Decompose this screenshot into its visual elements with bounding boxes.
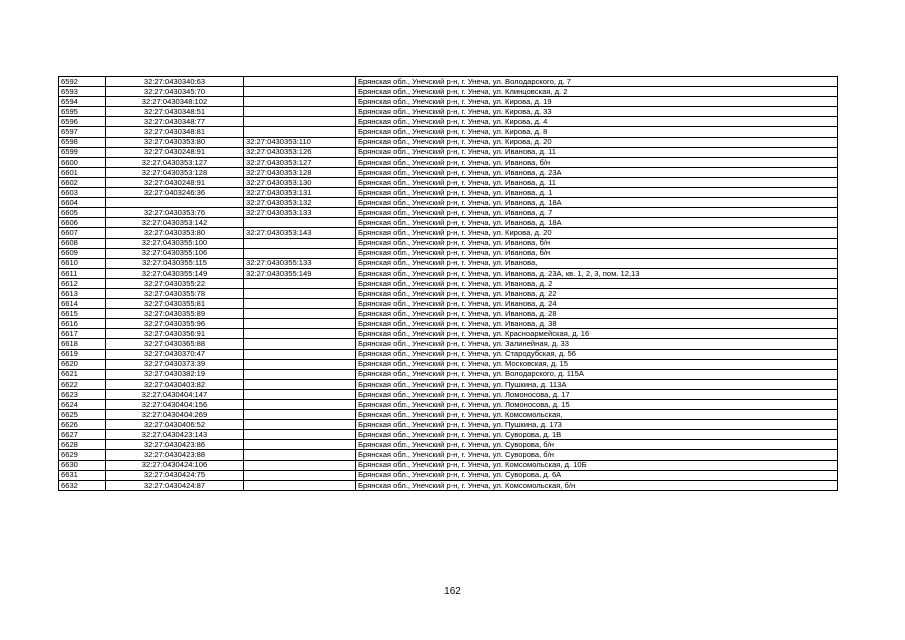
cell-cadastral-number: 32:27:0430353:80 (106, 228, 244, 238)
cell-row-number: 6630 (59, 460, 106, 470)
cell-linked-cadastral-number: 32:27:0430353:143 (244, 228, 356, 238)
cell-linked-cadastral-number: 32:27:0430353:128 (244, 167, 356, 177)
table-row (59, 177, 838, 187)
cell-row-number: 6600 (59, 157, 106, 167)
table-row (59, 379, 838, 389)
cell-cadastral-number: 32:27:0430423:86 (106, 440, 244, 450)
cell-cadastral-number: 32:27:0430406:52 (106, 420, 244, 430)
cell-row-number: 6604 (59, 198, 106, 208)
cell-cadastral-number: 32:27:0430404:156 (106, 400, 244, 410)
cell-linked-cadastral-number (244, 117, 356, 127)
cell-row-number: 6606 (59, 218, 106, 228)
table-row (59, 218, 838, 228)
cell-address: Брянская обл., Унечский р-н, г. Унеча, ул. Суворова, д. 6А (356, 470, 838, 480)
cell-address: Брянская обл., Унечский р-н, г. Унеча, ул. Иванова, д. 7 (356, 208, 838, 218)
cell-linked-cadastral-number (244, 359, 356, 369)
property-register-table (58, 76, 838, 491)
cell-row-number: 6626 (59, 420, 106, 430)
cell-address: Брянская обл., Унечский р-н, г. Унеча, ул. Суворова, б/н (356, 450, 838, 460)
cell-row-number: 6608 (59, 238, 106, 248)
cell-linked-cadastral-number: 32:27:0430355:133 (244, 258, 356, 268)
cell-cadastral-number: 32:27:0430370:47 (106, 349, 244, 359)
cell-address: Брянская обл., Унечский р-н, г. Унеча, ул. Залинейная, д. 33 (356, 339, 838, 349)
table-row (59, 460, 838, 470)
cell-address: Брянская обл., Унечский р-н, г. Унеча, ул. Комсомольская, (356, 410, 838, 420)
table-row (59, 228, 838, 238)
cell-row-number: 6628 (59, 440, 106, 450)
table-row (59, 299, 838, 309)
cell-linked-cadastral-number (244, 470, 356, 480)
cell-cadastral-number: 32:27:0430424:87 (106, 480, 244, 490)
cell-cadastral-number: 32:27:0430355:100 (106, 238, 244, 248)
cell-linked-cadastral-number: 32:27:0430355:149 (244, 268, 356, 278)
cell-row-number: 6612 (59, 278, 106, 288)
table-row (59, 238, 838, 248)
cell-linked-cadastral-number (244, 460, 356, 470)
cell-address: Брянская обл., Унечский р-н, г. Унеча, ул. Иванова, д. 23А, кв. 1, 2, 3, пом. 12,13 (356, 268, 838, 278)
cell-linked-cadastral-number: 32:27:0430353:110 (244, 137, 356, 147)
table-row (59, 339, 838, 349)
cell-linked-cadastral-number (244, 288, 356, 298)
cell-address: Брянская обл., Унечский р-н, г. Унеча, ул. Кирова, д. 20 (356, 137, 838, 147)
table-row (59, 147, 838, 157)
cell-address: Брянская обл., Унечский р-н, г. Унеча, ул. Иванова, д. 11 (356, 177, 838, 187)
table-row (59, 157, 838, 167)
cell-address: Брянская обл., Унечский р-н, г. Унеча, ул. Кирова, д. 19 (356, 97, 838, 107)
cell-row-number: 6615 (59, 309, 106, 319)
cell-address: Брянская обл., Унечский р-н, г. Унеча, ул. Володарского, д. 7 (356, 77, 838, 87)
cell-row-number: 6602 (59, 177, 106, 187)
cell-cadastral-number: 32:27:0430373:39 (106, 359, 244, 369)
table-row (59, 248, 838, 258)
cell-cadastral-number: 32:27:0430340:63 (106, 77, 244, 87)
cell-row-number: 6625 (59, 410, 106, 420)
cell-address: Брянская обл., Унечский р-н, г. Унеча, ул. Иванова, (356, 258, 838, 268)
table-row (59, 198, 838, 208)
table-row (59, 410, 838, 420)
cell-row-number: 6607 (59, 228, 106, 238)
cell-cadastral-number: 32:27:0430355:89 (106, 309, 244, 319)
cell-address: Брянская обл., Унечский р-н, г. Унеча, ул. Кирова, д. 20 (356, 228, 838, 238)
cell-cadastral-number: 32:27:0430403:82 (106, 379, 244, 389)
cell-row-number: 6601 (59, 167, 106, 177)
cell-linked-cadastral-number: 32:27:0430353:132 (244, 198, 356, 208)
cell-address: Брянская обл., Унечский р-н, г. Унеча, ул. Комсомольская, б/н (356, 480, 838, 490)
cell-cadastral-number: 32:27:0430353:80 (106, 137, 244, 147)
cell-cadastral-number: 32:27:0430353:76 (106, 208, 244, 218)
cell-cadastral-number: 32:27:0430353:142 (106, 218, 244, 228)
cell-linked-cadastral-number (244, 77, 356, 87)
table-row (59, 430, 838, 440)
cell-linked-cadastral-number (244, 440, 356, 450)
cell-row-number: 6619 (59, 349, 106, 359)
cell-cadastral-number: 32:27:0430356:91 (106, 329, 244, 339)
cell-row-number: 6611 (59, 268, 106, 278)
table-row (59, 450, 838, 460)
cell-address: Брянская обл., Унечский р-н, г. Унеча, ул. Стародубская, д. 56 (356, 349, 838, 359)
cell-row-number: 6599 (59, 147, 106, 157)
cell-row-number: 6616 (59, 319, 106, 329)
table-row (59, 268, 838, 278)
cell-cadastral-number: 32:27:0430365:88 (106, 339, 244, 349)
cell-row-number: 6632 (59, 480, 106, 490)
cell-cadastral-number: 32:27:0430382:19 (106, 369, 244, 379)
cell-address: Брянская обл., Унечский р-н, г. Унеча, ул. Комсомольская, д. 10Б (356, 460, 838, 470)
table-row (59, 369, 838, 379)
cell-row-number: 6605 (59, 208, 106, 218)
cell-linked-cadastral-number (244, 238, 356, 248)
cell-row-number: 6631 (59, 470, 106, 480)
cell-address: Брянская обл., Унечский р-н, г. Унеча, ул. Иванова, д. 18А (356, 218, 838, 228)
cell-row-number: 6597 (59, 127, 106, 137)
cell-address: Брянская обл., Унечский р-н, г. Унеча, ул. Иванова, д. 22 (356, 288, 838, 298)
cell-cadastral-number: 32:27:0430423:143 (106, 430, 244, 440)
cell-linked-cadastral-number (244, 410, 356, 420)
table-row (59, 309, 838, 319)
cell-cadastral-number (106, 198, 244, 208)
cell-cadastral-number: 32:27:0430404:269 (106, 410, 244, 420)
table-row (59, 470, 838, 480)
cell-address: Брянская обл., Унечский р-н, г. Унеча, ул. Пушкина, д. 173 (356, 420, 838, 430)
cell-linked-cadastral-number (244, 400, 356, 410)
cell-linked-cadastral-number: 32:27:0430353:131 (244, 188, 356, 198)
cell-row-number: 6627 (59, 430, 106, 440)
cell-row-number: 6618 (59, 339, 106, 349)
cell-linked-cadastral-number (244, 379, 356, 389)
cell-address: Брянская обл., Унечский р-н, г. Унеча, ул. Иванова, б/н (356, 157, 838, 167)
table-row (59, 389, 838, 399)
cell-linked-cadastral-number (244, 97, 356, 107)
cell-linked-cadastral-number (244, 127, 356, 137)
cell-cadastral-number: 32:27:0430248:91 (106, 177, 244, 187)
cell-address: Брянская обл., Унечский р-н, г. Унеча, ул. Иванова, д. 18А (356, 198, 838, 208)
cell-row-number: 6613 (59, 288, 106, 298)
table-row (59, 400, 838, 410)
cell-linked-cadastral-number: 32:27:0430353:126 (244, 147, 356, 157)
cell-cadastral-number: 32:27:0430355:78 (106, 288, 244, 298)
cell-row-number: 6622 (59, 379, 106, 389)
cell-row-number: 6610 (59, 258, 106, 268)
cell-linked-cadastral-number (244, 107, 356, 117)
table-row (59, 117, 838, 127)
cell-linked-cadastral-number (244, 389, 356, 399)
table-row (59, 107, 838, 117)
table-row (59, 288, 838, 298)
cell-address: Брянская обл., Унечский р-н, г. Унеча, ул. Клинцовская, д. 2 (356, 87, 838, 97)
cell-row-number: 6596 (59, 117, 106, 127)
table-row (59, 359, 838, 369)
cell-address: Брянская обл., Унечский р-н, г. Унеча, ул. Иванова, д. 23А (356, 167, 838, 177)
cell-linked-cadastral-number: 32:27:0430353:133 (244, 208, 356, 218)
table-row (59, 349, 838, 359)
cell-address: Брянская обл., Унечский р-н, г. Унеча, ул. Ломоносова, д. 17 (356, 389, 838, 399)
cell-cadastral-number: 32:27:0430353:128 (106, 167, 244, 177)
cell-linked-cadastral-number (244, 349, 356, 359)
cell-row-number: 6592 (59, 77, 106, 87)
cell-linked-cadastral-number (244, 278, 356, 288)
cell-linked-cadastral-number (244, 248, 356, 258)
cell-cadastral-number: 32:27:0430404:147 (106, 389, 244, 399)
cell-address: Брянская обл., Унечский р-н, г. Унеча, ул. Володарского, д. 115А (356, 369, 838, 379)
cell-cadastral-number: 32:27:0430348:81 (106, 127, 244, 137)
cell-address: Брянская обл., Унечский р-н, г. Унеча, ул. Кирова, д. 8 (356, 127, 838, 137)
cell-address: Брянская обл., Унечский р-н, г. Унеча, ул. Суворова, д. 1В (356, 430, 838, 440)
cell-cadastral-number: 32:27:0430424:106 (106, 460, 244, 470)
table-row (59, 319, 838, 329)
cell-cadastral-number: 32:27:0430423:88 (106, 450, 244, 460)
cell-cadastral-number: 32:27:0430348:102 (106, 97, 244, 107)
cell-cadastral-number: 32:27:0403246:36 (106, 188, 244, 198)
table-row (59, 137, 838, 147)
cell-cadastral-number: 32:27:0430355:106 (106, 248, 244, 258)
cell-address: Брянская обл., Унечский р-н, г. Унеча, ул. Иванова, д. 28 (356, 309, 838, 319)
cell-linked-cadastral-number (244, 369, 356, 379)
cell-address: Брянская обл., Унечский р-н, г. Унеча, ул. Иванова, д. 11 (356, 147, 838, 157)
cell-linked-cadastral-number (244, 299, 356, 309)
cell-address: Брянская обл., Унечский р-н, г. Унеча, ул. Иванова, д. 2 (356, 278, 838, 288)
cell-address: Брянская обл., Унечский р-н, г. Унеча, ул. Иванова, б/н (356, 248, 838, 258)
cell-linked-cadastral-number: 32:27:0430353:130 (244, 177, 356, 187)
cell-linked-cadastral-number: 32:27:0430353:127 (244, 157, 356, 167)
cell-address: Брянская обл., Унечский р-н, г. Унеча, ул. Суворова, б/н (356, 440, 838, 450)
cell-address: Брянская обл., Унечский р-н, г. Унеча, ул. Московская, д. 15 (356, 359, 838, 369)
cell-row-number: 6620 (59, 359, 106, 369)
cell-cadastral-number: 32:27:0430348:51 (106, 107, 244, 117)
cell-address: Брянская обл., Унечский р-н, г. Унеча, ул. Ломоносова, д. 15 (356, 400, 838, 410)
cell-address: Брянская обл., Унечский р-н, г. Унеча, ул. Кирова, д. 33 (356, 107, 838, 117)
cell-address: Брянская обл., Унечский р-н, г. Унеча, ул. Красноармейская, д. 16 (356, 329, 838, 339)
cell-linked-cadastral-number (244, 319, 356, 329)
cell-cadastral-number: 32:27:0430424:75 (106, 470, 244, 480)
cell-linked-cadastral-number (244, 218, 356, 228)
cell-linked-cadastral-number (244, 87, 356, 97)
cell-row-number: 6595 (59, 107, 106, 117)
cell-row-number: 6609 (59, 248, 106, 258)
table-row (59, 329, 838, 339)
cell-cadastral-number: 32:27:0430355:22 (106, 278, 244, 288)
cell-address: Брянская обл., Унечский р-н, г. Унеча, ул. Иванова, д. 38 (356, 319, 838, 329)
table-row (59, 127, 838, 137)
cell-row-number: 6614 (59, 299, 106, 309)
cell-row-number: 6623 (59, 389, 106, 399)
cell-cadastral-number: 32:27:0430355:115 (106, 258, 244, 268)
cell-row-number: 6593 (59, 87, 106, 97)
cell-linked-cadastral-number (244, 430, 356, 440)
cell-cadastral-number: 32:27:0430348:77 (106, 117, 244, 127)
cell-cadastral-number: 32:27:0430248:91 (106, 147, 244, 157)
table-row (59, 278, 838, 288)
cell-cadastral-number: 32:27:0430353:127 (106, 157, 244, 167)
cell-row-number: 6598 (59, 137, 106, 147)
table-row (59, 208, 838, 218)
cell-cadastral-number: 32:27:0430355:96 (106, 319, 244, 329)
cell-cadastral-number: 32:27:0430345:70 (106, 87, 244, 97)
table-row (59, 258, 838, 268)
table-row (59, 97, 838, 107)
cell-linked-cadastral-number (244, 480, 356, 490)
cell-row-number: 6594 (59, 97, 106, 107)
table-row (59, 167, 838, 177)
cell-row-number: 6617 (59, 329, 106, 339)
cell-address: Брянская обл., Унечский р-н, г. Унеча, ул. Пушкина, д. 113А (356, 379, 838, 389)
page-number: 162 (444, 586, 461, 597)
table-row (59, 480, 838, 490)
cell-linked-cadastral-number (244, 339, 356, 349)
cell-row-number: 6603 (59, 188, 106, 198)
cell-address: Брянская обл., Унечский р-н, г. Унеча, ул. Кирова, д. 4 (356, 117, 838, 127)
cell-linked-cadastral-number (244, 329, 356, 339)
cell-row-number: 6629 (59, 450, 106, 460)
cell-cadastral-number: 32:27:0430355:81 (106, 299, 244, 309)
table-row (59, 440, 838, 450)
cell-cadastral-number: 32:27:0430355:149 (106, 268, 244, 278)
cell-address: Брянская обл., Унечский р-н, г. Унеча, ул. Иванова, д. 1 (356, 188, 838, 198)
table-row (59, 188, 838, 198)
cell-linked-cadastral-number (244, 309, 356, 319)
cell-row-number: 6621 (59, 369, 106, 379)
register-table-body (59, 77, 838, 491)
cell-address: Брянская обл., Унечский р-н, г. Унеча, ул. Иванова, д. 24 (356, 299, 838, 309)
table-row (59, 77, 838, 87)
cell-row-number: 6624 (59, 400, 106, 410)
table-row (59, 87, 838, 97)
cell-address: Брянская обл., Унечский р-н, г. Унеча, ул. Иванова, б/н (356, 238, 838, 248)
table-row (59, 420, 838, 430)
cell-linked-cadastral-number (244, 420, 356, 430)
cell-linked-cadastral-number (244, 450, 356, 460)
